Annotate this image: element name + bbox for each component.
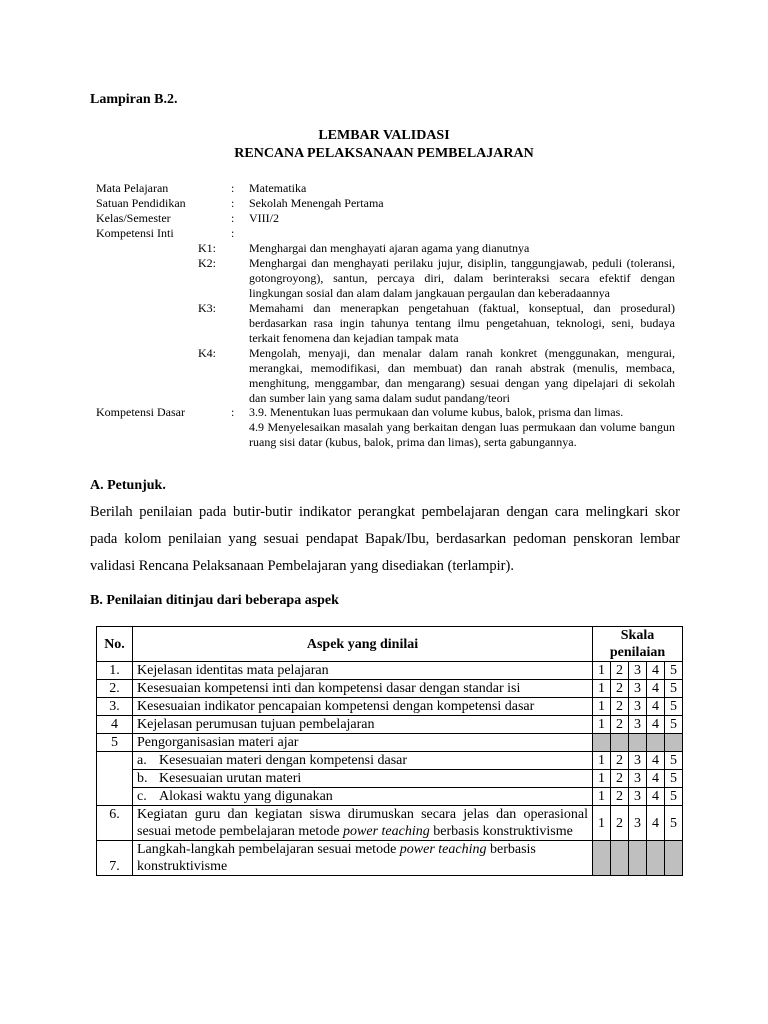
document-subtitle: RENCANA PELAKSANAAN PEMBELAJARAN (234, 146, 534, 161)
score-4[interactable]: 4 (647, 662, 665, 680)
method-name: power teaching (343, 824, 430, 839)
score-1[interactable]: 1 (593, 788, 611, 806)
row-aspect: Kejelasan identitas mata pelajaran (133, 662, 593, 680)
score-3[interactable]: 3 (629, 806, 647, 841)
row-number: 4 (97, 716, 133, 734)
subject-label: Mata Pelajaran (96, 181, 169, 195)
table-row (97, 806, 683, 841)
table-row (97, 841, 683, 876)
k3-label: K3: (198, 301, 216, 315)
class-label: Kelas/Semester (96, 211, 171, 225)
colon: : (231, 405, 235, 419)
row-aspect (133, 806, 593, 841)
shaded-cell (611, 734, 629, 752)
colon: : (231, 181, 235, 195)
score-2[interactable]: 2 (611, 770, 629, 788)
score-1[interactable]: 1 (593, 662, 611, 680)
section-a-heading: A. Petunjuk. (90, 478, 166, 493)
score-4[interactable]: 4 (647, 788, 665, 806)
k2-text: Menghargai dan menghayati perilaku jujur, disiplin, tanggungjawab, peduli (toleransi, gotongroyong), santun, percaya diri, dalam berinteraksi secara efektif dengan lingkungan sosial dan alam dalam jangkauan pergaulan dan keberadaannya (249, 256, 675, 300)
row-aspect: Kejelasan perumusan tujuan pembelajaran (133, 716, 593, 734)
sub-letter: c. (137, 789, 147, 804)
assessment-table (96, 626, 683, 876)
table-row (97, 716, 683, 734)
table-row (97, 680, 683, 698)
k1-label: K1: (198, 241, 216, 255)
shaded-cell (647, 734, 665, 752)
table-row (97, 770, 683, 788)
score-4[interactable]: 4 (647, 680, 665, 698)
aspect-text: Langkah-langkah pembelajaran sesuai metode (137, 842, 400, 857)
score-5[interactable]: 5 (665, 806, 683, 841)
row-number-empty (97, 752, 133, 806)
score-2[interactable]: 2 (611, 788, 629, 806)
score-1[interactable]: 1 (593, 752, 611, 770)
score-4[interactable]: 4 (647, 716, 665, 734)
row-number: 5 (97, 734, 133, 752)
score-5[interactable]: 5 (665, 752, 683, 770)
score-3[interactable]: 3 (629, 770, 647, 788)
score-4[interactable]: 4 (647, 752, 665, 770)
header-no: No. (97, 627, 133, 662)
row-aspect: Kesesuaian kompetensi inti dan kompetensi dasar dengan standar isi (133, 680, 593, 698)
core-competence-label: Kompetensi Inti (96, 226, 174, 240)
score-2[interactable]: 2 (611, 680, 629, 698)
k4-label: K4: (198, 346, 216, 360)
colon: : (231, 196, 235, 210)
sub-letter: b. (137, 771, 148, 786)
k3-text: Memahami dan menerapkan pengetahuan (faktual, konseptual, dan prosedural) berdasarkan rasa ingin tahunya tentang ilmu pengetahuan, teknologi, seni, budaya terkait fenomena dan kejadian tampak mata (249, 301, 675, 345)
score-2[interactable]: 2 (611, 716, 629, 734)
sub-text: Alokasi waktu yang digunakan (159, 789, 333, 804)
shaded-cell (611, 841, 629, 876)
score-3[interactable]: 3 (629, 716, 647, 734)
sub-text: Kesesuaian materi dengan kompetensi dasar (159, 753, 408, 768)
colon: : (231, 226, 235, 240)
score-5[interactable]: 5 (665, 788, 683, 806)
row-aspect: Pengorganisasian materi ajar (133, 734, 593, 752)
row-aspect: Kesesuaian indikator pencapaian kompetensi dengan kompetensi dasar (133, 698, 593, 716)
colon: : (231, 211, 235, 225)
shaded-cell (593, 734, 611, 752)
appendix-label: Lampiran B.2. (90, 92, 178, 107)
score-1[interactable]: 1 (593, 770, 611, 788)
score-1[interactable]: 1 (593, 680, 611, 698)
score-4[interactable]: 4 (647, 806, 665, 841)
score-3[interactable]: 3 (629, 698, 647, 716)
row-number: 6. (97, 806, 133, 841)
aspect-text: Kegiatan guru dan kegiatan siswa dirumuskan secara jelas dan operasional sesuai metode pembelajaran metode (137, 807, 588, 839)
table-row (97, 662, 683, 680)
row-aspect (133, 788, 593, 806)
score-3[interactable]: 3 (629, 662, 647, 680)
aspect-text: berbasis konstruktivisme (137, 842, 536, 874)
header-scale: Skala penilaian (593, 627, 683, 662)
score-2[interactable]: 2 (611, 806, 629, 841)
sub-letter: a. (137, 753, 147, 768)
k4-text: Mengolah, menyaji, dan menalar dalam ranah konkret (menggunakan, mengurai, merangkai, memodifikasi, dan membuat) dan ranah abstrak (menulis, membaca, menghitung, menggambar, dan mengarang) sesuai dengan yang dipelajari di sekolah dan sumber lain yang sama dalam sudut pandang/teori (249, 346, 675, 405)
basic-competence-label: Kompetensi Dasar (96, 405, 185, 419)
score-5[interactable]: 5 (665, 662, 683, 680)
score-3[interactable]: 3 (629, 680, 647, 698)
header-aspect: Aspek yang dinilai (133, 627, 593, 662)
document-title: LEMBAR VALIDASI (318, 128, 450, 143)
shaded-cell (665, 841, 683, 876)
table-header-row (97, 627, 683, 662)
class-value: VIII/2 (249, 211, 279, 225)
basic-competence-2: 4.9 Menyelesaikan masalah yang berkaitan dengan luas permukaan dan volume bangun ruang sisi datar (kubus, balok, prima dan limas), serta gabungannya. (249, 420, 675, 449)
unit-value: Sekolah Menengah Pertama (249, 196, 384, 210)
unit-label: Satuan Pendidikan (96, 196, 186, 210)
score-3[interactable]: 3 (629, 788, 647, 806)
row-aspect (133, 770, 593, 788)
score-5[interactable]: 5 (665, 716, 683, 734)
shaded-cell (593, 841, 611, 876)
table-row (97, 752, 683, 770)
score-2[interactable]: 2 (611, 698, 629, 716)
score-1[interactable]: 1 (593, 806, 611, 841)
aspect-text: berbasis konstruktivisme (429, 824, 573, 839)
score-4[interactable]: 4 (647, 698, 665, 716)
subject-value: Matematika (249, 181, 307, 195)
k1-text: Menghargai dan menghayati ajaran agama yang dianutnya (249, 241, 530, 255)
score-2[interactable]: 2 (611, 662, 629, 680)
score-5[interactable]: 5 (665, 770, 683, 788)
row-number: 2. (97, 680, 133, 698)
score-5[interactable]: 5 (665, 680, 683, 698)
row-number: 7. (97, 841, 133, 876)
row-number: 1. (97, 662, 133, 680)
table-row (97, 788, 683, 806)
shaded-cell (665, 734, 683, 752)
shaded-cell (647, 841, 665, 876)
score-1[interactable]: 1 (593, 716, 611, 734)
shaded-cell (629, 734, 647, 752)
table-row (97, 734, 683, 752)
score-3[interactable]: 3 (629, 752, 647, 770)
row-aspect (133, 841, 593, 876)
table-row (97, 698, 683, 716)
basic-competence-1: 3.9. Menentukan luas permukaan dan volume kubus, balok, prisma dan limas. (249, 405, 624, 419)
score-1[interactable]: 1 (593, 698, 611, 716)
section-a-paragraph: Berilah penilaian pada butir-butir indikator perangkat pembelajaran dengan cara melingkari skor pada kolom penilaian yang sesuai pendapat Bapak/Ibu, berdasarkan pedoman penskoran lembar validasi Rencana Pelaksanaan Pembelajaran yang disediakan (terlampir). (90, 504, 680, 574)
row-aspect (133, 752, 593, 770)
score-2[interactable]: 2 (611, 752, 629, 770)
method-name: power teaching (399, 842, 487, 857)
section-b-heading: B. Penilaian ditinjau dari beberapa aspek (90, 593, 339, 608)
k2-label: K2: (198, 256, 216, 270)
shaded-cell (629, 841, 647, 876)
row-number: 3. (97, 698, 133, 716)
score-4[interactable]: 4 (647, 770, 665, 788)
sub-text: Kesesuaian urutan materi (159, 771, 302, 786)
score-5[interactable]: 5 (665, 698, 683, 716)
